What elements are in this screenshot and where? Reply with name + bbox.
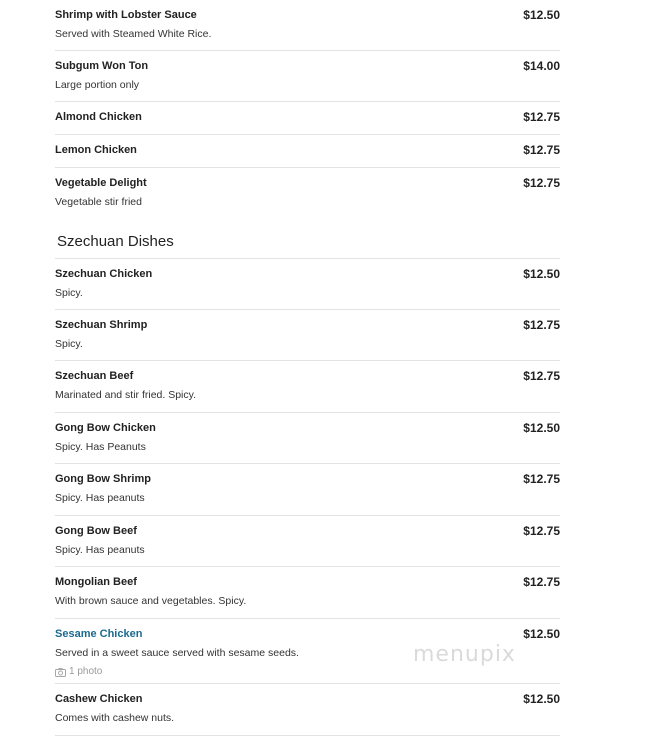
item-price: $12.50 [523, 627, 560, 641]
menu-item [55, 684, 560, 736]
item-description: Spicy. Has peanuts [55, 492, 145, 504]
item-price: $12.50 [523, 692, 560, 706]
section-title: Szechuan Dishes [55, 219, 560, 259]
menu-item [55, 310, 560, 361]
item-price: $12.75 [523, 176, 560, 190]
menu-list [55, 0, 560, 736]
item-description: Served with Steamed White Rice. [55, 28, 212, 40]
item-description: Spicy. Has Peanuts [55, 441, 146, 453]
item-description: Comes with cashew nuts. [55, 712, 175, 724]
item-description: Spicy. [55, 338, 83, 350]
item-price: $12.50 [523, 8, 560, 22]
item-name: Gong Bow Shrimp [55, 473, 151, 485]
menu-item [55, 361, 560, 413]
item-price: $12.75 [523, 143, 560, 157]
item-name: Almond Chicken [55, 111, 142, 123]
item-price: $12.50 [523, 267, 560, 281]
menu-item [55, 259, 560, 310]
menu-item [55, 168, 560, 219]
camera-icon [55, 668, 66, 677]
item-price: $12.75 [523, 318, 560, 332]
item-name: Mongolian Beef [55, 576, 137, 588]
item-name: Gong Bow Chicken [55, 422, 156, 434]
menu-item [55, 516, 560, 567]
item-name: Subgum Won Ton [55, 60, 149, 72]
item-name: Vegetable Delight [55, 177, 147, 189]
item-name: Gong Bow Beef [55, 525, 137, 537]
item-name-link[interactable]: Sesame Chicken [55, 628, 143, 640]
menu-item [55, 135, 560, 168]
item-description: Large portion only [55, 79, 140, 91]
menu-item [55, 567, 560, 619]
item-price: $12.75 [523, 472, 560, 486]
menu-item [55, 51, 560, 102]
item-name: Shrimp with Lobster Sauce [55, 9, 197, 21]
menu-item [55, 413, 560, 464]
item-name: Szechuan Chicken [55, 268, 153, 280]
item-price: $12.75 [523, 575, 560, 589]
watermark-logo: menupix [413, 642, 516, 667]
menu-item [55, 464, 560, 516]
item-description: Served in a sweet sauce served with sesame seeds. [55, 647, 299, 659]
item-description: Vegetable stir fried [55, 196, 142, 208]
item-price: $12.50 [523, 421, 560, 435]
photo-count: 1 photo [69, 666, 103, 677]
item-description: With brown sauce and vegetables. Spicy. [55, 595, 247, 607]
item-price: $12.75 [523, 369, 560, 383]
item-name: Cashew Chicken [55, 693, 143, 705]
item-price: $12.75 [523, 110, 560, 124]
item-name: Szechuan Shrimp [55, 319, 148, 331]
item-name: Szechuan Beef [55, 370, 134, 382]
menu-item [55, 102, 560, 135]
item-description: Spicy. [55, 287, 83, 299]
item-price: $14.00 [523, 59, 560, 73]
menu-item [55, 0, 560, 51]
item-description: Spicy. Has peanuts [55, 544, 145, 556]
item-price: $12.75 [523, 524, 560, 538]
item-description: Marinated and stir fried. Spicy. [55, 389, 197, 401]
item-name: Lemon Chicken [55, 144, 137, 156]
